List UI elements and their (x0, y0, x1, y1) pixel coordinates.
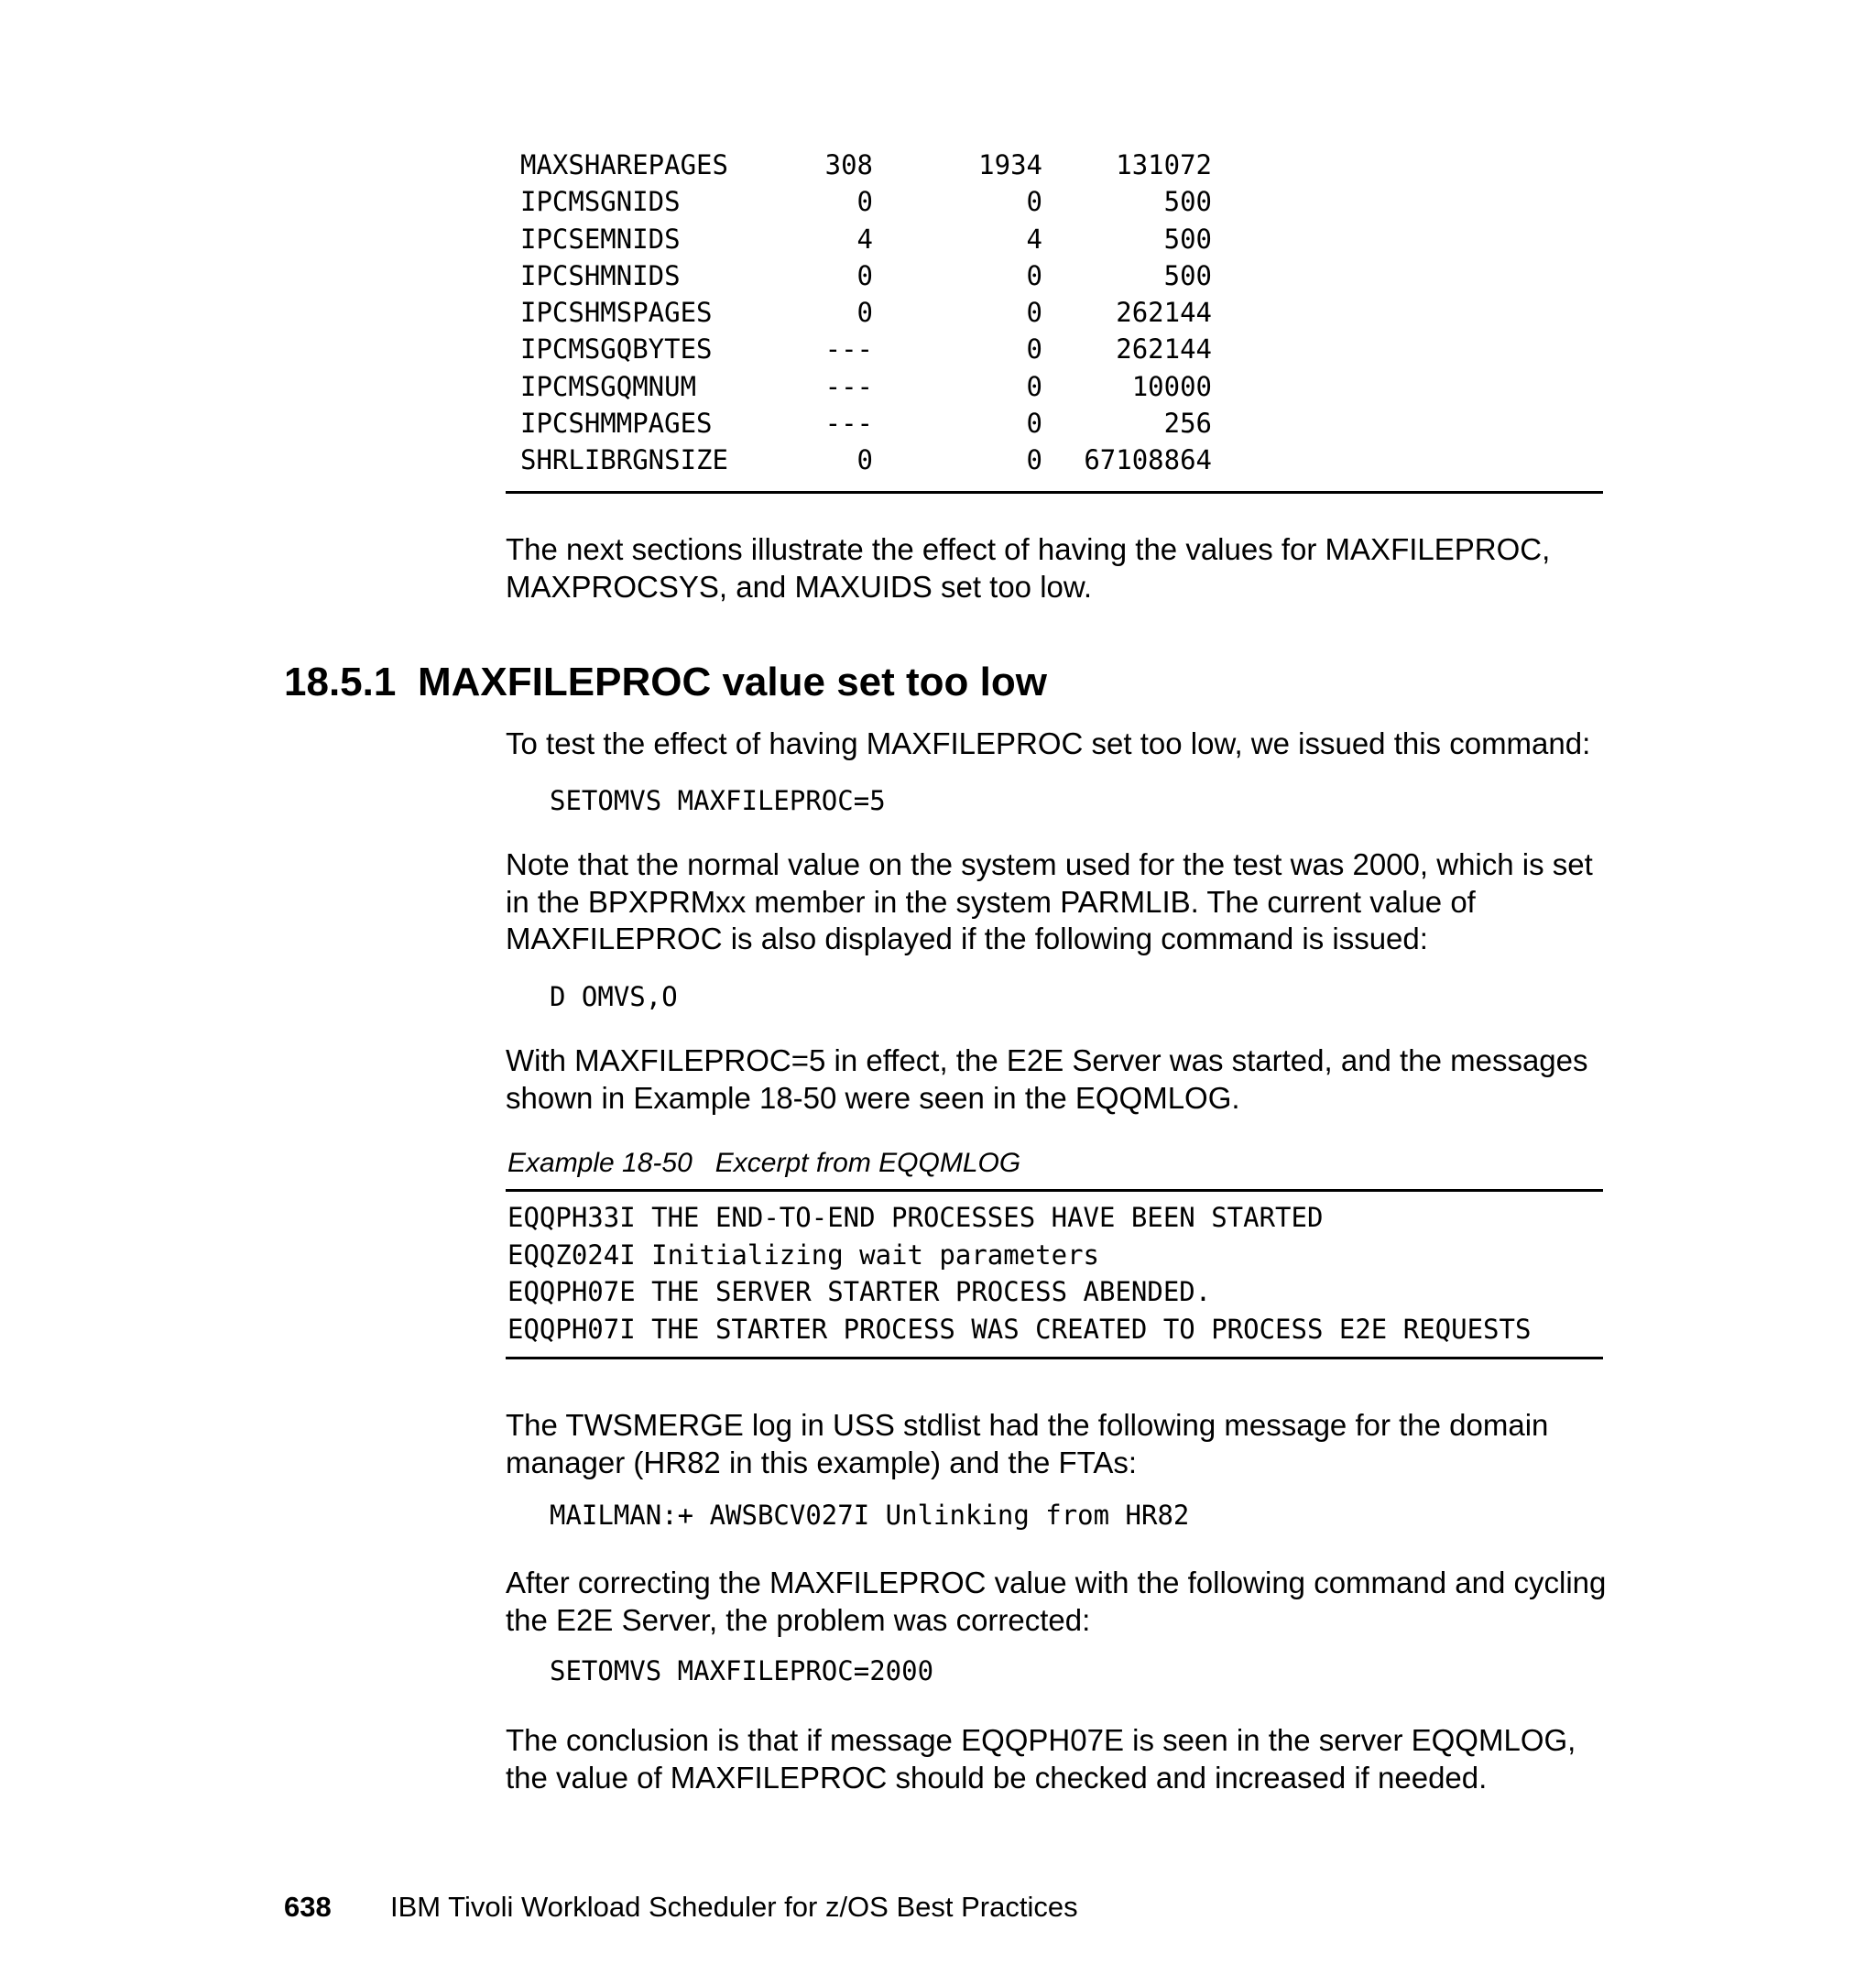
param-value: 1934 (978, 149, 1042, 180)
body-paragraph: The conclusion is that if message EQQPH07E is seen in the server EQQMLOG, the value of MAXFILEPROC should be checked and increased if needed. (506, 1723, 1576, 1795)
command-line: SETOMVS MAXFILEPROC=5 (550, 785, 886, 816)
param-value: 0 (1026, 259, 1042, 291)
param-name: IPCMSGQMNUM (520, 370, 697, 402)
param-name: MAXSHAREPAGES (520, 149, 728, 180)
param-value: 131072 (1116, 149, 1212, 180)
param-value: 256 (1163, 408, 1212, 440)
param-value: 0 (856, 444, 873, 476)
param-value: 262144 (1116, 333, 1212, 366)
section-title: MAXFILEPROC value set too low (418, 660, 1047, 704)
param-value: 0 (1026, 297, 1042, 329)
param-value: 308 (824, 149, 873, 180)
table-row (520, 294, 1246, 331)
param-value: --- (824, 333, 873, 366)
param-value: 0 (1026, 408, 1042, 440)
param-value: 4 (856, 223, 873, 255)
table-bottom-rule (506, 491, 1603, 494)
body-paragraph: The TWSMERGE log in USS stdlist had the following message for the domain manager (HR82 in this example) and the FTAs: (506, 1408, 1549, 1479)
param-value: 500 (1163, 223, 1212, 255)
table-row (520, 257, 1246, 294)
param-name: IPCSHMSPAGES (520, 297, 713, 329)
command-line: MAILMAN:+ AWSBCV027I Unlinking from HR82 (550, 1500, 1190, 1531)
param-value: 67108864 (1084, 444, 1212, 476)
param-value: 262144 (1116, 297, 1212, 329)
param-value: 500 (1163, 186, 1212, 218)
param-value: 0 (856, 297, 873, 329)
command-line: SETOMVS MAXFILEPROC=2000 (550, 1655, 934, 1686)
body-paragraph: Note that the normal value on the system used for the test was 2000, which is set in the BPXPRMxx member in the system PARMLIB. The current value of MAXFILEPROC is also displayed if the following command is issued: (506, 847, 1593, 955)
param-value: 500 (1163, 259, 1212, 291)
param-value: --- (824, 370, 873, 402)
page-footer (284, 1889, 1078, 1926)
param-name: IPCMSGNIDS (520, 186, 681, 218)
param-name: IPCSHMMPAGES (520, 408, 713, 440)
param-name: IPCSHMNIDS (520, 259, 681, 291)
param-value: 0 (856, 186, 873, 218)
log-line: EQQPH07I THE STARTER PROCESS WAS CREATED TO PROCESS E2E REQUESTS (507, 1313, 1532, 1345)
param-name: IPCMSGQBYTES (520, 333, 713, 366)
intro-paragraph: The next sections illustrate the effect of having the values for MAXFILEPROC, MAXPROCSYS, and MAXUIDS set too low. (506, 532, 1551, 604)
table-row (520, 147, 1246, 183)
log-line: EQQZ024I Initializing wait parameters (507, 1239, 1100, 1271)
param-value: 0 (1026, 370, 1042, 402)
body-paragraph: To test the effect of having MAXFILEPROC set too low, we issued this command: (506, 726, 1591, 760)
section-number: 18.5.1 (284, 660, 397, 704)
example-caption: Example 18-50 Excerpt from EQQMLOG (507, 1148, 1021, 1178)
page-number: 638 (284, 1891, 332, 1923)
param-name: IPCSEMNIDS (520, 223, 681, 255)
section-heading (284, 658, 1047, 707)
param-value: 0 (1026, 186, 1042, 218)
param-value: 10000 (1131, 370, 1212, 402)
command-line: D OMVS,O (550, 981, 678, 1012)
table-row (520, 331, 1246, 367)
param-value: --- (824, 408, 873, 440)
table-row (520, 405, 1246, 442)
log-line: EQQPH33I THE END-TO-END PROCESSES HAVE BEEN STARTED (507, 1202, 1324, 1233)
param-value: 4 (1026, 223, 1042, 255)
param-value: 0 (1026, 333, 1042, 366)
body-paragraph: With MAXFILEPROC=5 in effect, the E2E Server was started, and the messages shown in Example 18-50 were seen in the EQQMLOG. (506, 1043, 1588, 1115)
table-row (520, 183, 1246, 220)
param-value: 0 (1026, 444, 1042, 476)
table-row (520, 442, 1246, 478)
table-row (520, 221, 1246, 257)
log-line: EQQPH07E THE SERVER STARTER PROCESS ABENDED. (507, 1276, 1212, 1307)
table-row (520, 368, 1246, 405)
param-name: SHRLIBRGNSIZE (520, 444, 728, 476)
book-title: IBM Tivoli Workload Scheduler for z/OS Best Practices (390, 1891, 1078, 1923)
body-paragraph: After correcting the MAXFILEPROC value with the following command and cycling the E2E Server, the problem was corrected: (506, 1566, 1607, 1637)
example-code-block (506, 1189, 1603, 1359)
param-value: 0 (856, 259, 873, 291)
parameter-table (520, 147, 1246, 479)
